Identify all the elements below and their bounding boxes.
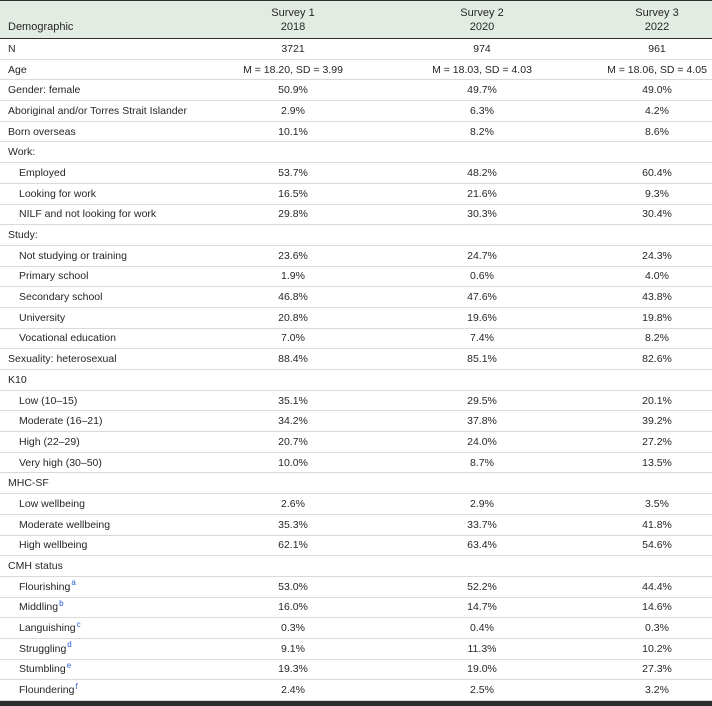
- cell-value: 49.7%: [362, 80, 602, 101]
- table-body: [0, 39, 712, 701]
- footnote-marker[interactable]: a: [71, 578, 76, 588]
- cell-value: [362, 142, 602, 163]
- row-label: Aboriginal and/or Torres Strait Islander: [0, 101, 224, 122]
- cell-value: [362, 556, 602, 577]
- survey-1-title: Survey 1: [271, 6, 315, 19]
- cell-value: 54.6%: [602, 535, 712, 556]
- cell-value: 2.6%: [224, 494, 362, 515]
- cell-value: 19.0%: [362, 659, 602, 680]
- row-label: Floundering$^f$: [0, 680, 224, 701]
- cell-value: 30.3%: [362, 204, 602, 225]
- cell-value: 48.2%: [362, 163, 602, 184]
- row-label: Vocational education: [0, 328, 224, 349]
- cell-value: 11.3%: [362, 638, 602, 659]
- cell-value: 20.7%: [224, 432, 362, 453]
- cell-value: 3721: [224, 39, 362, 60]
- survey-2-year: 2020: [469, 20, 495, 33]
- cell-value: 50.9%: [224, 80, 362, 101]
- cell-value: [224, 473, 362, 494]
- cell-value: 63.4%: [362, 535, 602, 556]
- row-label: Work:: [0, 142, 224, 163]
- cell-value: [602, 370, 712, 391]
- row-label: Born overseas: [0, 121, 224, 142]
- cell-value: 53.0%: [224, 576, 362, 597]
- cell-value: 19.6%: [362, 307, 602, 328]
- table-row: [0, 494, 712, 515]
- cell-value: 4.2%: [602, 101, 712, 122]
- cell-value: [224, 556, 362, 577]
- cell-value: 8.2%: [362, 121, 602, 142]
- cell-value: 0.3%: [602, 618, 712, 639]
- cell-value: 41.8%: [602, 514, 712, 535]
- table-row: [0, 659, 712, 680]
- cell-value: 14.6%: [602, 597, 712, 618]
- cell-value: 30.4%: [602, 204, 712, 225]
- cell-value: 37.8%: [362, 411, 602, 432]
- table-row: [0, 535, 712, 556]
- cell-value: 85.1%: [362, 349, 602, 370]
- row-label: Stumbling$^e$: [0, 659, 224, 680]
- row-label: Struggling$^d$: [0, 638, 224, 659]
- cell-value: 2.5%: [362, 680, 602, 701]
- cell-value: 2.9%: [362, 494, 602, 515]
- cell-value: 10.0%: [224, 452, 362, 473]
- cell-value: 14.7%: [362, 597, 602, 618]
- cell-value: 7.4%: [362, 328, 602, 349]
- row-label: Middling$^b$: [0, 597, 224, 618]
- survey-1-year: 2018: [280, 20, 306, 33]
- row-label: Not studying or training: [0, 245, 224, 266]
- cell-value: 53.7%: [224, 163, 362, 184]
- row-label: Secondary school: [0, 287, 224, 308]
- cell-value: 62.1%: [224, 535, 362, 556]
- cell-value: 0.6%: [362, 266, 602, 287]
- cell-value: 9.1%: [224, 638, 362, 659]
- cell-value: 20.1%: [602, 390, 712, 411]
- table-row: [0, 618, 712, 639]
- cell-value: 961: [602, 39, 712, 60]
- cell-value: 23.6%: [224, 245, 362, 266]
- table-row: [0, 576, 712, 597]
- cell-value: 49.0%: [602, 80, 712, 101]
- cell-value: 35.3%: [224, 514, 362, 535]
- column-header-survey-3: [602, 1, 712, 39]
- row-label: Moderate (16–21): [0, 411, 224, 432]
- row-label: Sexuality: heterosexual: [0, 349, 224, 370]
- table-row: [0, 142, 712, 163]
- table-row: [0, 183, 712, 204]
- table-row: [0, 349, 712, 370]
- cell-value: 24.0%: [362, 432, 602, 453]
- table-row: [0, 473, 712, 494]
- table-row: [0, 390, 712, 411]
- row-label: NILF and not looking for work: [0, 204, 224, 225]
- row-label: N: [0, 39, 224, 60]
- cell-value: [224, 142, 362, 163]
- table-row: [0, 638, 712, 659]
- cell-value: 19.8%: [602, 307, 712, 328]
- cell-value: 88.4%: [224, 349, 362, 370]
- cell-value: 27.2%: [602, 432, 712, 453]
- cell-value: 0.4%: [362, 618, 602, 639]
- table-row: [0, 39, 712, 60]
- row-label: Low wellbeing: [0, 494, 224, 515]
- cell-value: 13.5%: [602, 452, 712, 473]
- cell-value: 9.3%: [602, 183, 712, 204]
- row-label: Looking for work: [0, 183, 224, 204]
- row-label: MHC-SF: [0, 473, 224, 494]
- cell-value: 82.6%: [602, 349, 712, 370]
- cell-value: 6.3%: [362, 101, 602, 122]
- table-row: [0, 121, 712, 142]
- cell-value: 16.0%: [224, 597, 362, 618]
- table-row: [0, 163, 712, 184]
- row-label: Low (10–15): [0, 390, 224, 411]
- table-row: [0, 411, 712, 432]
- cell-value: 8.7%: [362, 452, 602, 473]
- column-header-demographic: Demographic: [0, 1, 224, 39]
- header-row: [0, 1, 712, 39]
- cell-value: [224, 370, 362, 391]
- cell-value: 27.3%: [602, 659, 712, 680]
- column-header-survey-2: [362, 1, 602, 39]
- table-header: [0, 1, 712, 39]
- cell-value: [224, 225, 362, 246]
- cell-value: 39.2%: [602, 411, 712, 432]
- cell-value: [602, 142, 712, 163]
- cell-value: 35.1%: [224, 390, 362, 411]
- row-label: Employed: [0, 163, 224, 184]
- table-row: [0, 432, 712, 453]
- cell-value: [602, 556, 712, 577]
- table-row: [0, 204, 712, 225]
- table-row: [0, 680, 712, 701]
- footnote-marker[interactable]: e: [66, 660, 72, 670]
- footnote-marker[interactable]: d: [67, 640, 72, 650]
- row-label: Languishing$^c$: [0, 618, 224, 639]
- footnote-marker[interactable]: f: [75, 681, 78, 691]
- row-label: K10: [0, 370, 224, 391]
- cell-value: 46.8%: [224, 287, 362, 308]
- row-label: Moderate wellbeing: [0, 514, 224, 535]
- cell-value: 16.5%: [224, 183, 362, 204]
- row-label: Flourishing$^a$: [0, 576, 224, 597]
- cell-value: 3.2%: [602, 680, 712, 701]
- table-row: [0, 101, 712, 122]
- cell-value: M = 18.03, SD = 4.03: [362, 59, 602, 80]
- table-row: [0, 370, 712, 391]
- table-row: [0, 287, 712, 308]
- column-header-survey-1: [224, 1, 362, 39]
- table-row: [0, 556, 712, 577]
- table-row: [0, 452, 712, 473]
- table-row: [0, 59, 712, 80]
- cell-value: 19.3%: [224, 659, 362, 680]
- table-row: [0, 328, 712, 349]
- survey-3-title: Survey 3: [635, 6, 679, 19]
- cell-value: [362, 225, 602, 246]
- cell-value: 24.7%: [362, 245, 602, 266]
- cell-value: 52.2%: [362, 576, 602, 597]
- cell-value: [362, 370, 602, 391]
- table-row: [0, 266, 712, 287]
- cell-value: [602, 225, 712, 246]
- cell-value: 47.6%: [362, 287, 602, 308]
- cell-value: 2.9%: [224, 101, 362, 122]
- cell-value: 34.2%: [224, 411, 362, 432]
- cell-value: 8.6%: [602, 121, 712, 142]
- cell-value: 21.6%: [362, 183, 602, 204]
- cell-value: 24.3%: [602, 245, 712, 266]
- cell-value: 4.0%: [602, 266, 712, 287]
- survey-2-title: Survey 2: [460, 6, 504, 19]
- cell-value: 974: [362, 39, 602, 60]
- row-label: Gender: female: [0, 80, 224, 101]
- cell-value: M = 18.06, SD = 4.05: [602, 59, 712, 80]
- cell-value: 10.2%: [602, 638, 712, 659]
- cell-value: 33.7%: [362, 514, 602, 535]
- footnote-marker[interactable]: b: [59, 598, 64, 608]
- cell-value: 8.2%: [602, 328, 712, 349]
- row-label: Study:: [0, 225, 224, 246]
- cell-value: 29.8%: [224, 204, 362, 225]
- cell-value: M = 18.20, SD = 3.99: [224, 59, 362, 80]
- cell-value: 7.0%: [224, 328, 362, 349]
- cell-value: [362, 473, 602, 494]
- table-row: [0, 225, 712, 246]
- cell-value: 60.4%: [602, 163, 712, 184]
- cell-value: 0.3%: [224, 618, 362, 639]
- cell-value: 2.4%: [224, 680, 362, 701]
- row-label: Age: [0, 59, 224, 80]
- cell-value: 44.4%: [602, 576, 712, 597]
- row-label: Primary school: [0, 266, 224, 287]
- cell-value: 43.8%: [602, 287, 712, 308]
- table-row: [0, 597, 712, 618]
- cell-value: 29.5%: [362, 390, 602, 411]
- table-bottom-rule: [0, 701, 712, 706]
- table-row: [0, 245, 712, 266]
- row-label: CMH status: [0, 556, 224, 577]
- row-label: High (22–29): [0, 432, 224, 453]
- cell-value: 3.5%: [602, 494, 712, 515]
- cell-value: 1.9%: [224, 266, 362, 287]
- row-label: University: [0, 307, 224, 328]
- survey-3-year: 2022: [644, 20, 670, 33]
- table-row: [0, 307, 712, 328]
- footnote-marker[interactable]: c: [76, 619, 81, 629]
- table-row: [0, 80, 712, 101]
- cell-value: [602, 473, 712, 494]
- row-label: Very high (30–50): [0, 452, 224, 473]
- row-label: High wellbeing: [0, 535, 224, 556]
- cell-value: 20.8%: [224, 307, 362, 328]
- cell-value: 10.1%: [224, 121, 362, 142]
- table-row: [0, 514, 712, 535]
